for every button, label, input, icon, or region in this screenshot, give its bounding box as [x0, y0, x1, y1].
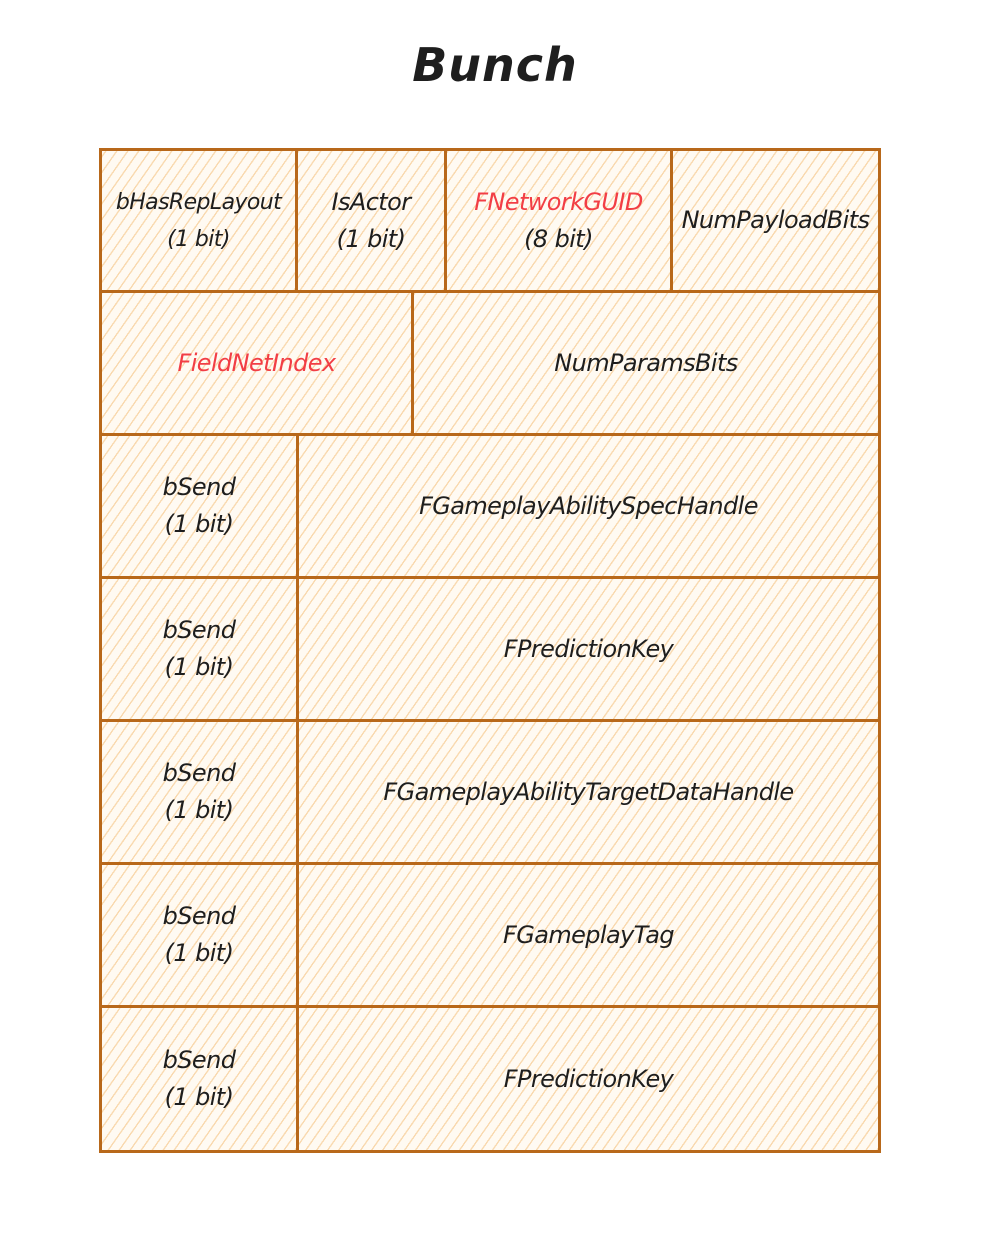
- num-payload-bits-label: NumPayloadBits: [681, 206, 870, 234]
- has-rep-layout-name: bHasRepLayout: [115, 189, 282, 215]
- cell-num-payload-bits: [670, 148, 881, 293]
- cell-network-guid: [444, 148, 673, 293]
- num-params-bits-label: NumParamsBits: [554, 348, 738, 377]
- is-actor-label: [332, 184, 411, 258]
- cell-param-field: [296, 1005, 881, 1153]
- has-rep-layout-label: [116, 184, 281, 258]
- cell-param-flag: [99, 433, 299, 579]
- param-flag-label: [163, 469, 236, 543]
- cell-param-flag: [99, 1005, 299, 1153]
- param-field-label: FPredictionKey: [503, 634, 674, 663]
- field-net-index-label: FieldNetIndex: [177, 348, 336, 377]
- param-flag-name: bSend: [162, 759, 236, 787]
- param-flag-bits: (1 bit): [164, 510, 234, 538]
- cell-num-params-bits: [411, 290, 881, 436]
- network-guid-name: FNetworkGUID: [474, 187, 643, 216]
- network-guid-bits: (8 bit): [524, 224, 593, 253]
- has-rep-layout-bits: (1 bit): [167, 226, 230, 252]
- cell-param-flag: [99, 719, 299, 865]
- param-field-label: FGameplayTag: [503, 920, 674, 949]
- network-guid-label: [474, 184, 643, 258]
- cell-is-actor: [295, 148, 447, 293]
- param-flag-name: bSend: [162, 473, 236, 501]
- cell-param-field: [296, 433, 881, 579]
- is-actor-bits: (1 bit): [336, 224, 406, 253]
- param-flag-label: [163, 1042, 236, 1116]
- param-flag-name: bSend: [162, 1046, 236, 1074]
- cell-field-net-index: [99, 290, 414, 436]
- param-field-label: FPredictionKey: [503, 1064, 674, 1093]
- diagram-title: Bunch: [412, 38, 578, 92]
- param-field-label: FGameplayAbilityTargetDataHandle: [383, 777, 794, 806]
- cell-param-flag: [99, 576, 299, 722]
- param-flag-name: bSend: [162, 616, 236, 644]
- param-flag-bits: (1 bit): [164, 796, 234, 824]
- cell-param-flag: [99, 862, 299, 1008]
- param-flag-bits: (1 bit): [164, 653, 234, 681]
- cell-param-field: [296, 862, 881, 1008]
- param-flag-label: [163, 898, 236, 972]
- is-actor-name: IsActor: [331, 187, 411, 216]
- cell-param-field: [296, 576, 881, 722]
- param-field-label: FGameplayAbilitySpecHandle: [419, 491, 758, 520]
- param-flag-label: [163, 612, 236, 686]
- param-flag-bits: (1 bit): [164, 1083, 234, 1111]
- cell-has-rep-layout: [99, 148, 298, 293]
- param-flag-bits: (1 bit): [164, 939, 234, 967]
- param-flag-name: bSend: [162, 902, 236, 930]
- cell-param-field: [296, 719, 881, 865]
- param-flag-label: [163, 755, 236, 829]
